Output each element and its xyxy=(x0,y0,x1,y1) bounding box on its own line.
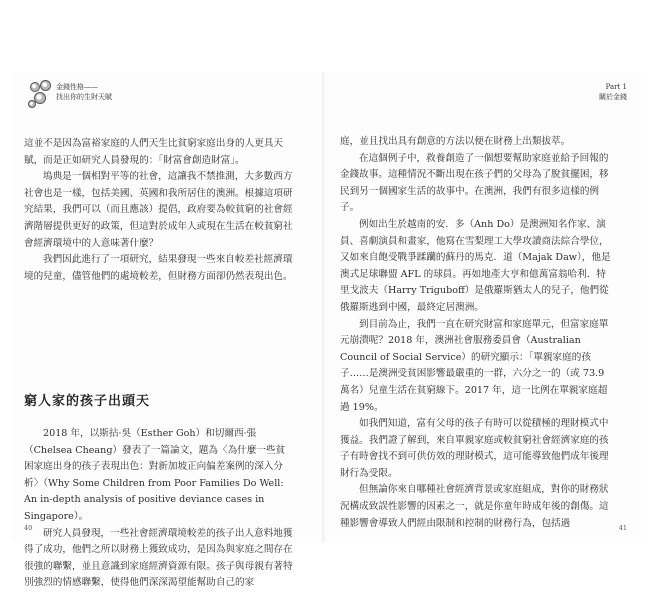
book-logo-icon xyxy=(28,80,52,108)
paragraph: 研究人員發現，一些社會經濟環境較差的孩子出人意料地獲得了成功，他們之所以財務上獲致成功，是因為與家庭之間存在很強的聯繫，並且意識到家庭經濟資源有限。孩子與母親有著特別強烈的情感聯繫，使得他們深深渴望能幫助自己的家 xyxy=(24,527,293,589)
paragraph: 庭，並且找出具有創意的方法以便在財務上出類拔萃。 xyxy=(340,136,571,147)
header-part-title: 關於金錢 xyxy=(599,93,627,101)
right-body xyxy=(340,134,612,532)
left-page xyxy=(12,72,326,589)
left-body-bottom xyxy=(24,426,294,592)
paragraph: 到目前為止，我們一直在研究財富和家庭單元，但富家庭單元崩潰呢？2018 年，澳洲社會服務委員會（Australian Council of Social Service）的研究顯示：「單親家庭的孩子……是澳洲受貧困影響最嚴重的一群，六分之一的（或 73.9 萬名）兒童生活在貧窮線下。2017 年，這一比例在單親家庭超過 19%。 xyxy=(340,318,609,413)
header-book-title: 金錢性格—— xyxy=(56,83,98,91)
header-book-subtitle: 找出你的生財天賦 xyxy=(56,93,112,101)
paragraph: 如我們知道，富有父母的孩子有時可以從積極的理財模式中獲益。我們證了解到，來自單親家庭或較貧窮社會經濟家庭的孩子有時會找不到可供仿效的理財模式，這可能導致他們成年後理財行為受限。 xyxy=(340,418,609,479)
paragraph: 這並不是因為富裕家庭的人們天生比貧窮家庭出身的人更具天賦，而是正如研究人員發現的：「財富會創造財富」。 xyxy=(24,138,284,166)
header-part-label: Part 1 xyxy=(605,83,627,91)
paragraph: 塢典是一個相對平等的社會，這讓我不禁推測，大多數西方社會也是一樣，包括美國、英國和我所居住的澳洲。根據這項研究結果，我們可以（而且應該）提倡，政府要為較貧窮的社會經濟階層提供更好的政策，但這對於成年人或現在生活在較貧窮社會經濟環境中的人意味著什麼？ xyxy=(24,171,293,249)
paragraph: 但無論你來自哪種社會經濟背景或家庭組成，對你的財務狀況構成致誤性影響的因素之一，就是你童年時成年後的創傷。這種影響會導致人們經由限制和控制的財務行為，包括過 xyxy=(340,484,609,529)
page-number-right: 41 xyxy=(618,524,627,532)
paragraph: 2018 年，以斯拈·吳（Esther Goh）和切爾西·張（Chelsea Cheang）發表了一篇論文，題為〈為什麼一些貧困家庭出身的孩子表現出色：對新加坡正向偏差案例的深入分析〉（Why Some Children from Poor Families Do Well: An in-depth analysis of positive deviance cases in Singapore）。 xyxy=(24,428,286,522)
book-spread xyxy=(12,72,641,589)
paragraph: 在這個例子中，救養創造了一個想要幫助家庭並給予回報的金錢故事。這種情況不斷出現在孩子們的父母為了脫貧擺困，移民到另一個國家生活的故事中。在澳洲，我們有很多這樣的例子。 xyxy=(340,152,609,214)
paragraph: 我們因此進行了一項研究，結果發現一些來自較差社經濟環境的兒童，儘管他們的處境較差，但財務方面卻仍然表現出色。 xyxy=(24,254,293,282)
left-body-top xyxy=(24,136,294,285)
section-heading: 窮人家的孩子出頭天 xyxy=(24,394,151,409)
paragraph: 例如出生於越南的安．多（Anh Do）是澳洲知名作家、演員、喜劇演員和畫家，他寫在雪梨理工大學攻讀商法綜合學位，又如來自飽受戰爭蹂躪的蘇丹的馬克．道（Majak Daw），他是澳式足球聯盟 AFL 的球員。再如地產大亨和億萬富翁哈利．特里戈波夫（Harry Triguboff）是俄羅斯猶太人的兒子，他們從俄羅斯逃到中國，最終定居澳洲。 xyxy=(340,218,611,313)
running-header-right xyxy=(599,82,627,102)
page-number-left: 40 xyxy=(24,524,33,532)
right-page xyxy=(327,72,641,542)
